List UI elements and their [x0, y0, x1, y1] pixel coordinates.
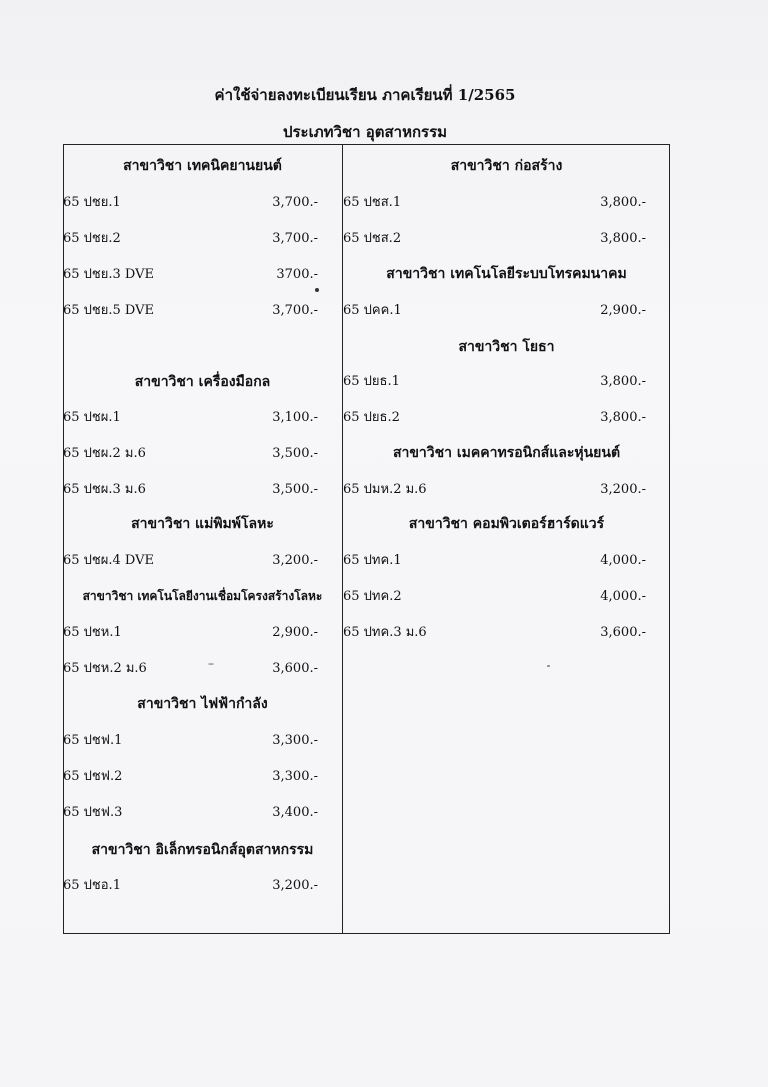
program-code: 65 ปชฟ.3 — [63, 805, 123, 820]
fee-row — [63, 442, 342, 466]
program-code: 65 ปชส.1 — [343, 195, 402, 210]
fee-amount: 3,700.- — [272, 195, 318, 210]
section-heading: สาขาวิชา อิเล็กทรอนิกส์อุตสาหกรรม — [91, 842, 314, 858]
fee-amount: 3,700.- — [272, 231, 318, 246]
document-title: ค่าใช้จ่ายลงทะเบียนเรียน ภาคเรียนที่ 1/2565 — [214, 86, 516, 104]
program-code: 65 ปชฟ.1 — [63, 733, 123, 748]
fee-row — [63, 478, 342, 502]
program-code: 65 ปยธ.1 — [343, 374, 400, 389]
fee-row — [63, 765, 342, 789]
fee-amount: 3,200.- — [600, 482, 646, 497]
fee-amount: 3,600.- — [272, 661, 318, 676]
fee-amount: 4,000.- — [600, 589, 646, 604]
fee-row — [343, 621, 670, 645]
fee-row — [343, 191, 670, 215]
program-code: 65 ปชผ.2 ม.6 — [63, 446, 146, 461]
fee-amount: 3,500.- — [272, 482, 318, 497]
fee-amount: 3,500.- — [272, 446, 318, 461]
fee-amount: 3700.- — [276, 267, 318, 282]
section-heading: สาขาวิชา ไฟฟ้ากำลัง — [137, 696, 268, 712]
fee-amount: 3,800.- — [600, 410, 646, 425]
fee-amount: 4,000.- — [600, 553, 646, 568]
fee-row — [343, 549, 670, 573]
fee-amount: 3,200.- — [272, 878, 318, 893]
fee-row — [63, 263, 342, 287]
scan-speck — [315, 288, 319, 292]
fee-row — [63, 874, 342, 898]
fee-amount: 3,600.- — [600, 625, 646, 640]
program-code: 65 ปชย.1 — [63, 195, 121, 210]
fee-row — [63, 406, 342, 430]
fee-row — [343, 227, 670, 251]
fee-row — [63, 549, 342, 573]
program-code: 65 ปมห.2 ม.6 — [343, 482, 427, 497]
fee-row — [343, 406, 670, 430]
fee-row — [63, 729, 342, 753]
fee-row — [343, 585, 670, 609]
fee-row — [343, 370, 670, 394]
fee-amount: 3,400.- — [272, 805, 318, 820]
scan-speck — [547, 665, 550, 667]
fee-amount: 2,900.- — [272, 625, 318, 640]
section-heading: สาขาวิชา ก่อสร้าง — [450, 158, 563, 174]
program-code: 65 ปชอ.1 — [63, 878, 121, 893]
program-code: 65 ปทค.2 — [343, 589, 402, 604]
section-heading: สาขาวิชา เทคนิคยานยนต์ — [123, 158, 282, 174]
section-heading: สาขาวิชา เครื่องมือกล — [134, 374, 271, 390]
fee-amount: 3,800.- — [600, 374, 646, 389]
program-code: 65 ปชส.2 — [343, 231, 402, 246]
fee-row — [63, 299, 342, 323]
fee-row — [63, 191, 342, 215]
program-code: 65 ปชผ.3 ม.6 — [63, 482, 146, 497]
fee-row — [343, 478, 670, 502]
fee-row — [63, 227, 342, 251]
fee-amount: 3,100.- — [272, 410, 318, 425]
fee-amount: 3,200.- — [272, 553, 318, 568]
fee-row — [63, 657, 342, 681]
program-code: 65 ปทค.1 — [343, 553, 402, 568]
document-subtitle: ประเภทวิชา อุตสาหกรรม — [282, 123, 448, 141]
section-heading: สาขาวิชา แม่พิมพ์โลหะ — [131, 516, 274, 532]
section-heading: สาขาวิชา เทคโนโลยีระบบโทรคมนาคม — [386, 266, 627, 282]
program-code: 65 ปคค.1 — [343, 303, 402, 318]
section-heading: สาขาวิชา คอมพิวเตอร์ฮาร์ดแวร์ — [408, 516, 605, 532]
program-code: 65 ปชย.2 — [63, 231, 121, 246]
program-code: 65 ปทค.3 ม.6 — [343, 625, 427, 640]
section-heading: สาขาวิชา เมคคาทรอนิกส์และหุ่นยนต์ — [392, 445, 621, 461]
fee-amount: 3,300.- — [272, 733, 318, 748]
program-code: 65 ปชผ.1 — [63, 410, 121, 425]
program-code: 65 ปชผ.4 DVE — [63, 553, 154, 568]
fee-amount: 3,800.- — [600, 195, 646, 210]
program-code: 65 ปชฟ.2 — [63, 769, 123, 784]
section-heading: สาขาวิชา โยธา — [458, 339, 555, 355]
program-code: 65 ปชห.2 ม.6 — [63, 661, 147, 676]
fee-amount: 3,700.- — [272, 303, 318, 318]
program-code: 65 ปยธ.2 — [343, 410, 400, 425]
fee-amount: 3,300.- — [272, 769, 318, 784]
program-code: 65 ปชห.1 — [63, 625, 122, 640]
fee-row — [63, 801, 342, 825]
section-heading: สาขาวิชา เทคโนโลยีงานเชื่อมโครงสร้างโลหะ — [82, 589, 323, 603]
fee-row — [63, 621, 342, 645]
fee-amount: 2,900.- — [600, 303, 646, 318]
program-code: 65 ปชย.3 DVE — [63, 267, 154, 282]
fee-row — [343, 299, 670, 323]
scan-speck — [208, 663, 214, 665]
fee-amount: 3,800.- — [600, 231, 646, 246]
program-code: 65 ปชย.5 DVE — [63, 303, 154, 318]
